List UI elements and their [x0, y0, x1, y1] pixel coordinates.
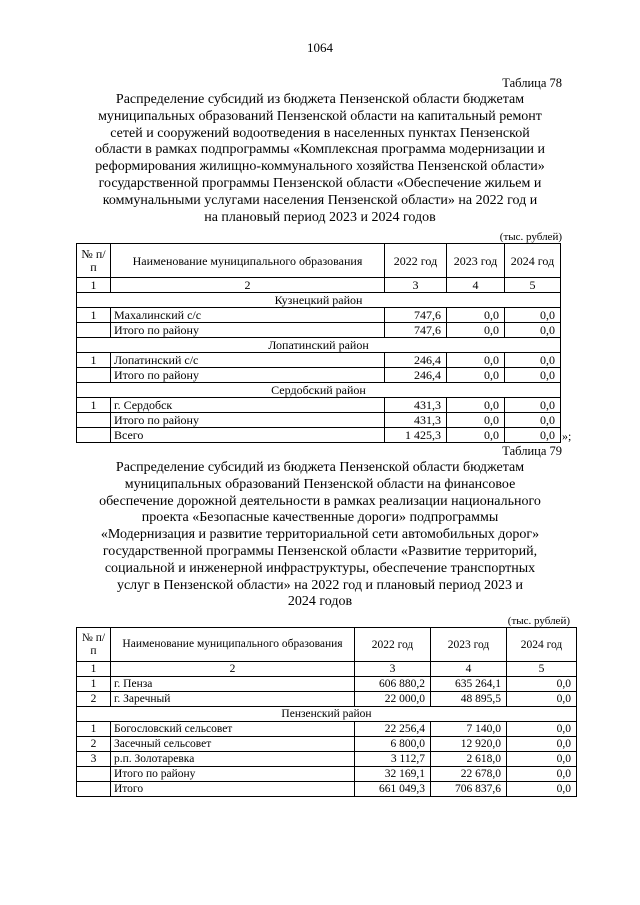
header-2022: 2022 год — [355, 628, 431, 662]
table-cell: 0,0 — [447, 353, 505, 368]
table-row — [77, 368, 561, 383]
table-cell: 0,0 — [447, 428, 505, 443]
table-cell: 22 000,0 — [355, 692, 431, 707]
table-cell: 1 — [77, 722, 111, 737]
table-cell: 246,4 — [385, 368, 447, 383]
title-line: коммунальными услугами населения Пензенской области» на 2022 год и — [102, 192, 538, 208]
section-row — [77, 338, 561, 353]
table-cell: 747,6 — [385, 308, 447, 323]
col-number-5: 5 — [507, 662, 577, 677]
table-cell: 0,0 — [507, 767, 577, 782]
table-cell — [77, 428, 111, 443]
title-line: сетей и сооружений водоотведения в населенных пунктах Пензенской — [110, 125, 530, 141]
table-78-closing-mark: »; — [562, 429, 572, 443]
col-number-5: 5 — [505, 278, 561, 293]
col-number-2: 2 — [111, 278, 385, 293]
section-title: Лопатинский район — [77, 338, 561, 353]
table-cell: 0,0 — [505, 368, 561, 383]
table-cell — [77, 413, 111, 428]
table-cell: 0,0 — [505, 428, 561, 443]
header-2024: 2024 год — [505, 244, 561, 278]
title-line: реформирования жилищно-коммунального хозяйства Пензенской области» — [95, 159, 545, 175]
table-cell: 48 895,5 — [431, 692, 507, 707]
table-cell: 0,0 — [505, 353, 561, 368]
section-row — [77, 707, 577, 722]
table-cell: 1 — [77, 353, 111, 368]
table-cell: 0,0 — [507, 677, 577, 692]
header-name: Наименование муниципального образования — [111, 628, 355, 662]
table-row — [77, 737, 577, 752]
title-line: государственной программы Пензенской области «Развитие территорий, — [102, 543, 538, 559]
total-row — [77, 428, 561, 443]
table-cell: 747,6 — [385, 323, 447, 338]
section-title: Кузнецкий район — [77, 293, 561, 308]
table-cell: 1 — [77, 398, 111, 413]
table-row — [77, 677, 577, 692]
table-cell: 0,0 — [507, 737, 577, 752]
table-row — [77, 692, 577, 707]
title-line: проекта «Безопасные качественные дороги» подпрограммы — [141, 510, 499, 526]
table-cell: 32 169,1 — [355, 767, 431, 782]
table-row — [77, 308, 561, 323]
table-cell: 661 049,3 — [355, 782, 431, 797]
table-cell: 7 140,0 — [431, 722, 507, 737]
table-cell: г. Сердобск — [111, 398, 385, 413]
table-cell: 706 837,6 — [431, 782, 507, 797]
title-line: муниципальных образований Пензенской области на капитальный ремонт — [98, 108, 542, 124]
table-cell: г. Пенза — [111, 677, 355, 692]
table-cell: 0,0 — [507, 782, 577, 797]
table-cell: 3 — [77, 752, 111, 767]
table-cell: 431,3 — [385, 398, 447, 413]
section-title: Сердобский район — [77, 383, 561, 398]
table-cell — [77, 767, 111, 782]
title-line: «Модернизация и развитие территориальной сети автомобильных дорог» — [100, 527, 540, 543]
table-cell: 606 880,2 — [355, 677, 431, 692]
table-cell: 3 112,7 — [355, 752, 431, 767]
table-cell: 2 — [77, 692, 111, 707]
total-row — [77, 782, 577, 797]
table-cell: 0,0 — [505, 413, 561, 428]
table-cell: 22 256,4 — [355, 722, 431, 737]
table-cell: 635 264,1 — [431, 677, 507, 692]
table-cell: 0,0 — [447, 323, 505, 338]
header-number: № п/п — [77, 628, 111, 662]
table-78-title — [70, 92, 570, 226]
table-78-label: Таблица 78 — [502, 76, 562, 90]
table-cell: 0,0 — [505, 308, 561, 323]
table-78-units: (тыс. рублей) — [499, 231, 562, 243]
col-number-4: 4 — [431, 662, 507, 677]
table-cell: р.п. Золотаревка — [111, 752, 355, 767]
table-row — [77, 413, 561, 428]
table-cell: 6 800,0 — [355, 737, 431, 752]
title-line: Распределение субсидий из бюджета Пензенской области бюджетам — [115, 92, 525, 107]
header-2022: 2022 год — [385, 244, 447, 278]
title-line: Распределение субсидий из бюджета Пензенской области бюджетам — [115, 460, 525, 475]
table-row — [77, 752, 577, 767]
table-cell: Итого по району — [111, 368, 385, 383]
table-cell: 0,0 — [507, 752, 577, 767]
table-row — [77, 767, 577, 782]
table-row — [77, 353, 561, 368]
header-2024: 2024 год — [507, 628, 577, 662]
table-cell: 2 — [77, 737, 111, 752]
table-cell: 0,0 — [505, 398, 561, 413]
col-number-3: 3 — [385, 278, 447, 293]
table-cell: 2 618,0 — [431, 752, 507, 767]
table-cell: 0,0 — [447, 413, 505, 428]
col-number-1: 1 — [77, 278, 111, 293]
table-cell: 0,0 — [447, 368, 505, 383]
table-78 — [76, 243, 561, 443]
table-cell: 0,0 — [507, 692, 577, 707]
title-line: социальной и инженерной инфраструктуры, обеспечение транспортных — [104, 560, 536, 576]
section-row — [77, 293, 561, 308]
section-title: Пензенский район — [77, 707, 577, 722]
table-cell: 12 920,0 — [431, 737, 507, 752]
table-cell: 0,0 — [447, 398, 505, 413]
table-row — [77, 722, 577, 737]
title-line: области в рамках подпрограммы «Комплексная программа модернизации и — [94, 142, 546, 158]
page-number: 1064 — [307, 40, 333, 55]
table-cell: 0,0 — [447, 308, 505, 323]
title-line: государственной программы Пензенской области «Обеспечение жильем и — [98, 175, 542, 191]
table-cell: г. Заречный — [111, 692, 355, 707]
table-cell: Махалинский с/с — [111, 308, 385, 323]
table-cell: 1 — [77, 308, 111, 323]
table-cell: 0,0 — [505, 323, 561, 338]
table-79-title — [70, 460, 570, 611]
title-line: 2024 годов — [287, 594, 353, 610]
table-79-label: Таблица 79 — [502, 444, 562, 458]
table-cell: Засечный сельсовет — [111, 737, 355, 752]
table-cell: Богословский сельсовет — [111, 722, 355, 737]
table-cell: Итого по району — [111, 413, 385, 428]
table-cell: 1 — [77, 677, 111, 692]
header-name: Наименование муниципального образования — [111, 244, 385, 278]
col-number-2: 2 — [111, 662, 355, 677]
table-cell: 431,3 — [385, 413, 447, 428]
table-cell: 1 425,3 — [385, 428, 447, 443]
col-number-4: 4 — [447, 278, 505, 293]
title-line: обеспечение дорожной деятельности в рамках реализации национального — [99, 493, 541, 509]
table-cell: Лопатинский с/с — [111, 353, 385, 368]
title-line: услуг в Пензенской области» на 2022 год и плановый период 2023 и — [116, 577, 524, 593]
table-cell — [77, 782, 111, 797]
col-number-1: 1 — [77, 662, 111, 677]
table-cell: Итого по району — [111, 323, 385, 338]
table-cell: 246,4 — [385, 353, 447, 368]
header-2023: 2023 год — [431, 628, 507, 662]
table-cell — [77, 323, 111, 338]
table-cell: Всего — [111, 428, 385, 443]
table-cell: Итого — [111, 782, 355, 797]
table-row — [77, 323, 561, 338]
title-line: на плановый период 2023 и 2024 годов — [204, 209, 436, 225]
table-79 — [76, 627, 577, 797]
header-2023: 2023 год — [447, 244, 505, 278]
title-line: муниципальных образований Пензенской области на финансовое — [124, 476, 516, 492]
table-row — [77, 398, 561, 413]
table-cell: 0,0 — [507, 722, 577, 737]
table-79-units: (тыс. рублей) — [507, 615, 570, 627]
section-row — [77, 383, 561, 398]
header-number: № п/п — [77, 244, 111, 278]
table-cell: Итого по району — [111, 767, 355, 782]
table-cell — [77, 368, 111, 383]
col-number-3: 3 — [355, 662, 431, 677]
table-cell: 22 678,0 — [431, 767, 507, 782]
